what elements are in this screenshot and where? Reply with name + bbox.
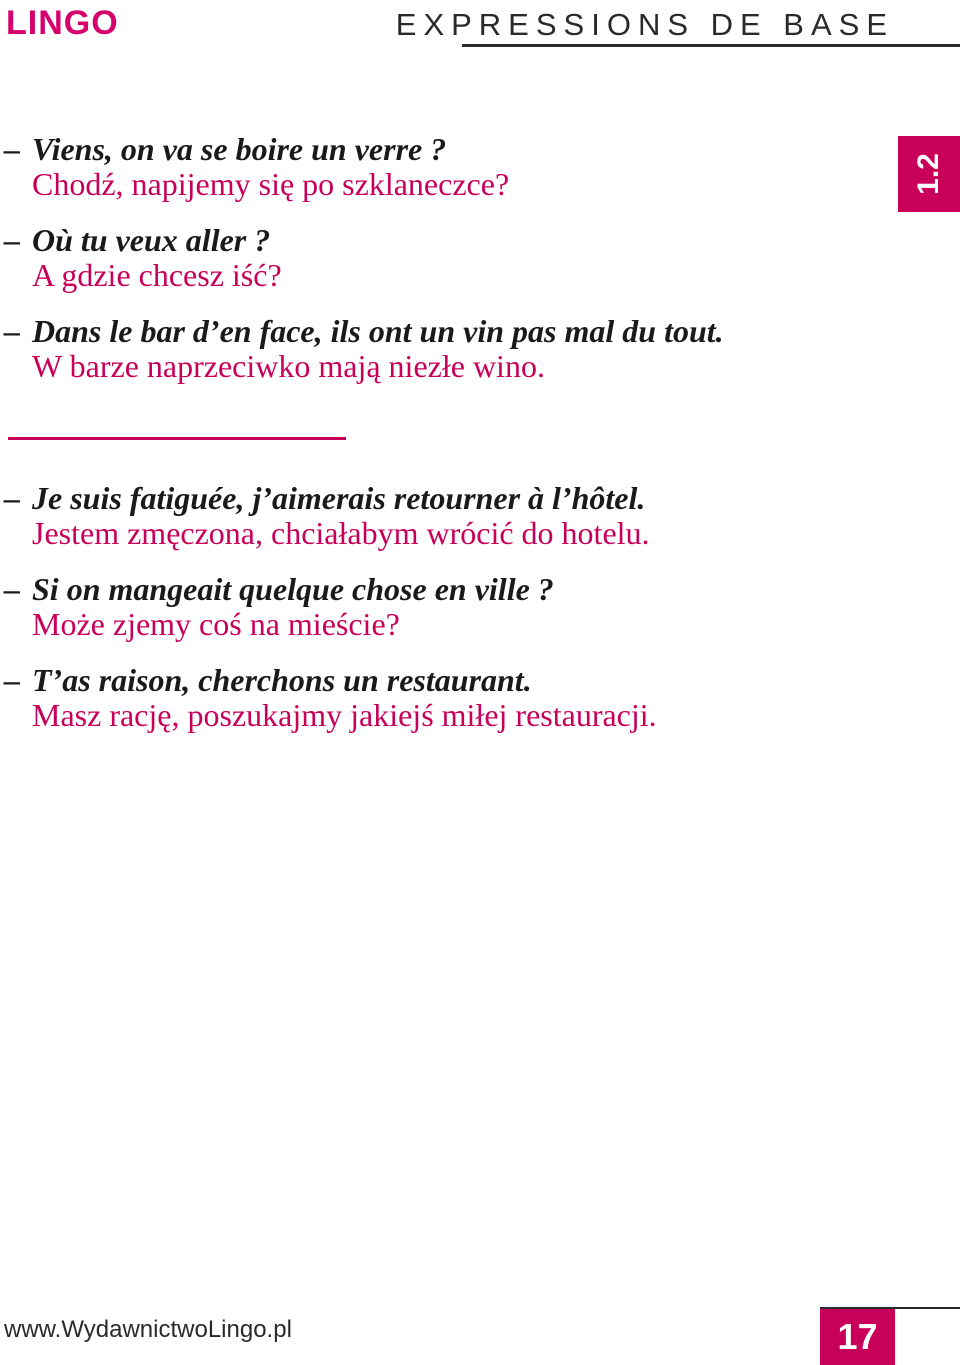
dialogue-item <box>4 572 904 642</box>
chapter-tab <box>898 136 960 212</box>
french-line <box>4 572 904 607</box>
dash: – <box>4 571 20 607</box>
french-text: Dans le bar d’en face, ils ont un vin pas mal du tout. <box>32 313 724 349</box>
dash: – <box>4 480 20 516</box>
section-divider <box>8 437 346 440</box>
page-number: 17 <box>820 1309 895 1365</box>
polish-translation: Może zjemy coś na mieście? <box>32 606 400 642</box>
french-text: Si on mangeait quelque chose en ville ? <box>32 571 554 607</box>
french-text: Où tu veux aller ? <box>32 222 271 258</box>
dialogue-item <box>4 663 904 733</box>
polish-translation: Chodź, napijemy się po szklaneczce? <box>32 166 510 202</box>
french-text: Je suis fatiguée, j’aimerais retourner à l’hôtel. <box>32 480 646 516</box>
publisher-url: www.WydawnictwoLingo.pl <box>4 1316 292 1343</box>
dash: – <box>4 313 20 349</box>
dash: – <box>4 222 20 258</box>
dialogue-item <box>4 481 904 551</box>
dash: – <box>4 131 20 167</box>
dialogue-2 <box>4 481 904 733</box>
dialogue-item <box>4 132 904 202</box>
polish-translation: Jestem zmęczona, chciałabym wrócić do hotelu. <box>32 515 650 551</box>
french-line <box>4 314 904 349</box>
french-text: Viens, on va se boire un verre ? <box>32 131 447 167</box>
dialogue-item <box>4 223 904 293</box>
dash: – <box>4 662 20 698</box>
french-line <box>4 223 904 258</box>
header-rule <box>462 44 960 47</box>
section-title: EXPRESSIONS DE BASE <box>395 7 894 42</box>
polish-translation: W barze naprzeciwko mają niezłe wino. <box>32 348 545 384</box>
dialogue-1 <box>4 132 904 384</box>
polish-translation: A gdzie chcesz iść? <box>32 257 282 293</box>
dialogue-item <box>4 314 904 384</box>
french-text: T’as raison, cherchons un restaurant. <box>32 662 532 698</box>
polish-translation: Masz rację, poszukajmy jakiejś miłej restauracji. <box>32 697 657 733</box>
chapter-number: 1.2 <box>912 153 945 195</box>
lingo-logo: LINGO <box>6 4 119 42</box>
french-line <box>4 663 904 698</box>
french-line <box>4 132 904 167</box>
french-line <box>4 481 904 516</box>
